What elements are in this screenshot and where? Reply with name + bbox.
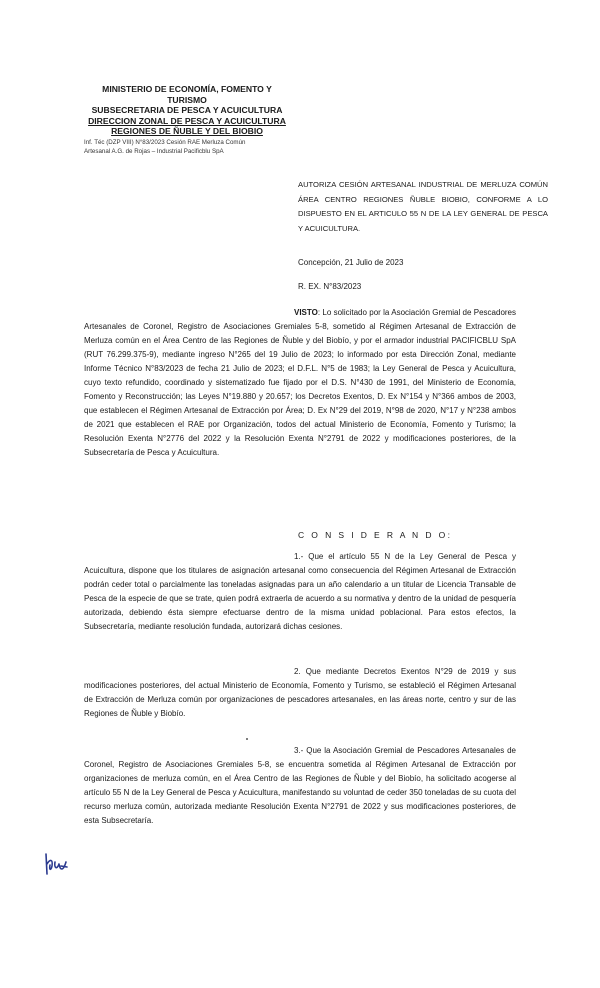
considerando-3-text: Que la Asociación Gremial de Pescadores Artesanales de Coronel, Registro de Asociaciones Gremiales 5-8, se encuentra sometida al Régimen Artesanal de Extracción por organizaciones de merluza común, en el Área Centro de las Regiones de Ñuble y del Biobío, ha solicitado acogerse al artículo 55 N de la Ley General de Pesca y Acuicultura, manifestando su voluntad de ceder 350 toneladas de su cuota del recurso merluza común, autorizada mediante Resolución Exenta N°2791 de 2022 y sus modificaciones posteriores, de esta Subsecretaría. xyxy=(84,746,516,826)
considerando-1-number: 1.- xyxy=(294,552,304,561)
considerando-1 xyxy=(84,550,516,634)
letterhead xyxy=(82,84,292,137)
resolution-title: AUTORIZA CESIÓN ARTESANAL INDUSTRIAL DE MERLUZA COMÚN ÁREA CENTRO REGIONES ÑUBLE BIOBIO, CONFORME A LO DISPUESTO EN EL ARTICULO 55 N DE LA LEY GENERAL DE PESCA Y ACUICULTURA. xyxy=(298,180,548,233)
regions-name: REGIONES DE ÑUBLE Y DEL BIOBIO xyxy=(111,126,263,137)
considerando-1-text: Que el artículo 55 N de la Ley General de Pesca y Acuicultura, dispone que los titulares de asignación artesanal como consecuencia del Régimen Artesanal de Extracción podrán ceder total o parcialmente las toneladas asignadas para un año calendario a un titular de Licencia Transable de Pesca de la especie de que se trate, quien podrá extraerla de acuerdo a su normativa y dentro de la unidad de pesquería autorizada, debiendo ésta siempre efectuarse dentro de la misma unidad poblacional. Para estos efectos, la Subsecretaría, mediante resolución fundada, autorizará dichas cesiones. xyxy=(84,552,516,632)
considerando-heading: C O N S I D E R A N D O: xyxy=(298,530,453,540)
considerando-2 xyxy=(84,665,516,721)
considerando-3 xyxy=(84,744,516,828)
considerando-3-number: 3.- xyxy=(294,746,304,755)
direccion-zonal-name: DIRECCION ZONAL DE PESCA Y ACUICULTURA xyxy=(88,115,286,126)
considerando-2-number: 2. xyxy=(294,667,301,676)
visto-paragraph xyxy=(84,306,516,461)
reference-line-1: Inf. Téc (DZP VIII) N°83/2023 Cesión RAE Merluza Común xyxy=(84,139,246,146)
ministry-name: MINISTERIO DE ECONOMÍA, FOMENTO Y TURISMO xyxy=(102,84,272,105)
handwritten-initials xyxy=(40,850,70,878)
subsecretaria-name: SUBSECRETARIA DE PESCA Y ACUICULTURA xyxy=(91,105,283,116)
visto-text: : Lo solicitado por la Asociación Gremial de Pescadores Artesanales de Coronel, Registro de Asociaciones Gremiales 5-8, sometido al Régimen Artesanal de Extracción de Merluza común en el Área Centro de las Regiones de Ñuble y del Biobío, y por el armador industrial PACIFICBLU SpA (RUT 76.299.375-9), mediante ingreso N°265 del 19 Julio de 2023; lo informado por esta Dirección Zonal, mediante Informe Técnico N°83/2023 de fecha 21 Julio de 2023; el D.F.L. N°5 de 1983; la Ley General de Pesca y Acuicultura, cuyo texto refundido, coordinado y sistematizado fue fijado por el D.S. N°430 de 1991, del Ministerio de Economía, Fomento y Reconstrucción; las Leyes N°19.880 y 20.657; los Decretos Exentos, D. Ex N°154 y N°366 ambos de 2003, que establecen el Régimen Artesanal de Extracción por Área; D. Ex N°29 del 2019, N°98 de 2020, N°17 y N°238 ambos de 2021 que establecen el RAE por Organización, todos del actual Ministerio de Economía, Fomento y Turismo; la Resolución Exenta N°2776 del 2022 y la Resolución Exenta N°2791 de 2022 y modificaciones posteriores, de la Subsecretaría de Pesca y Acuicultura. xyxy=(84,308,516,458)
stray-mark xyxy=(246,738,248,740)
reference-note xyxy=(84,138,304,156)
document-date: Concepción, 21 Julio de 2023 xyxy=(298,258,404,267)
resolution-number: R. EX. N°83/2023 xyxy=(298,282,362,291)
visto-label: VISTO xyxy=(294,308,318,317)
considerando-2-text: Que mediante Decretos Exentos N°29 de 2019 y sus modificaciones posteriores, del actual Ministerio de Economía, Fomento y Turismo, se estableció el Régimen Artesanal de Extracción de Merluza común por organizaciones de pescadores artesanales, en las áreas norte, centro y sur de las Regiones de Ñuble y Biobío. xyxy=(84,667,516,719)
reference-line-2: Artesanal A.G. de Rojas – Industrial Pacificblu SpA xyxy=(84,148,224,155)
